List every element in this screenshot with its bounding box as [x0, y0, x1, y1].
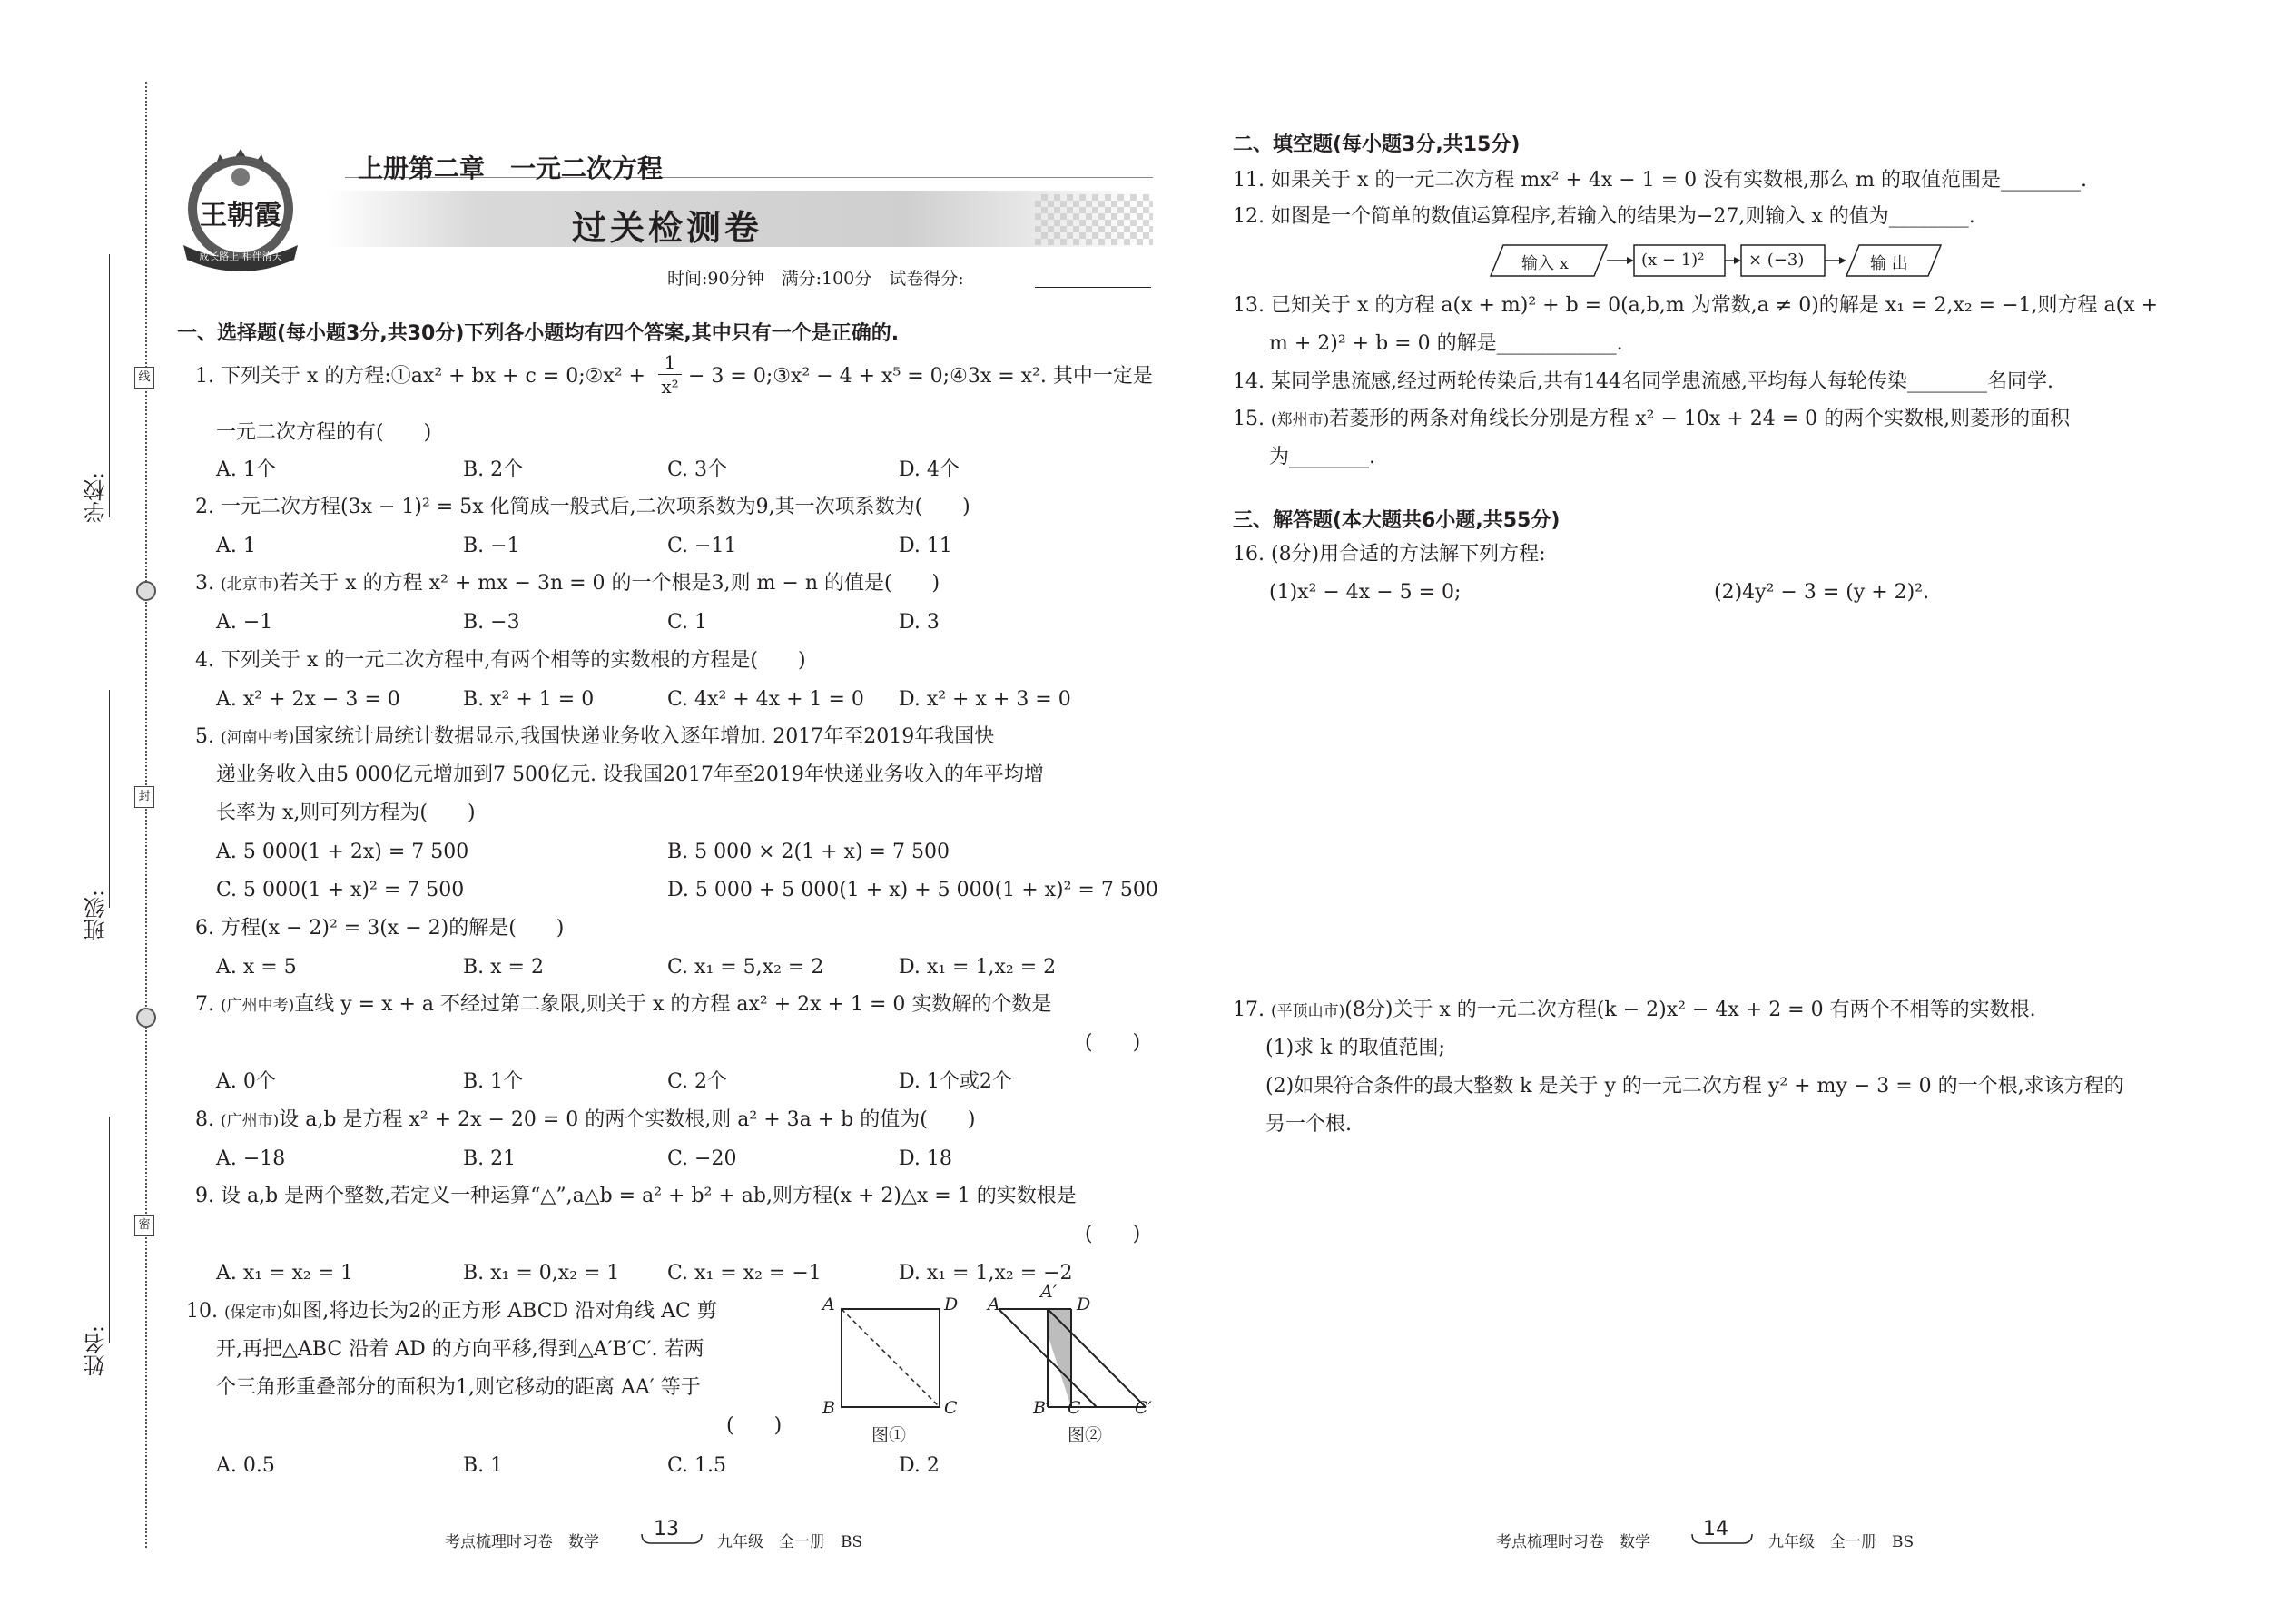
q4-option-c: C. 4x² + 4x + 1 = 0 — [667, 688, 864, 711]
question-13-line-1: 13. 已知关于 x 的方程 a(x + m)² + b = 0(a,b,m 为常数,a ≠ 0)的解是 x₁ = 2,x₂ = −1,则方程 a(x + — [1233, 294, 2159, 317]
header-checker — [1035, 194, 1153, 245]
q10-answer-paren: ( ) — [726, 1414, 783, 1437]
q8-option-a: A. −18 — [216, 1147, 286, 1170]
footer-right-grade: 九年级 全一册 BS — [1768, 1533, 1915, 1551]
figure-2-caption: 图② — [1068, 1425, 1103, 1445]
q6-option-b: B. x = 2 — [463, 956, 544, 979]
fig1-label-d: D — [944, 1294, 959, 1314]
q8-option-b: B. 21 — [463, 1147, 517, 1170]
gutter-mark-seal2: 密 — [134, 1215, 154, 1236]
q10-source: (保定市) — [223, 1304, 283, 1322]
question-9: 9. 设 a,b 是两个整数,若定义一种运算“△”,a△b = a² + b² + ab,则方程(x + 2)△x = 1 的实数根是 — [195, 1185, 1077, 1207]
school-label: 学校: — [84, 472, 109, 524]
question-7: 7. (广州中考)直线 y = x + a 不经过第二象限,则关于 x 的方程 ax² + 2x + 1 = 0 实数解的个数是 — [195, 993, 1052, 1016]
q7-option-b: B. 1个 — [463, 1070, 524, 1093]
question-10-line-1: 10. (保定市)如图,将边长为2的正方形 ABCD 沿对角线 AC 剪 — [186, 1300, 717, 1323]
q2-option-a: A. 1 — [216, 535, 256, 557]
exam-meta: 时间:90分钟 满分:100分 试卷得分: — [667, 269, 964, 289]
question-11: 11. 如果关于 x 的一元二次方程 mx² + 4x − 1 = 0 没有实数根,那么 m 的取值范围是________. — [1233, 169, 2087, 192]
logo-text: 王朝霞 — [200, 200, 281, 231]
flow-square: (x − 1)² — [1641, 251, 1705, 270]
q7-option-a: A. 0个 — [216, 1070, 276, 1093]
q9-option-a: A. x₁ = x₂ = 1 — [216, 1262, 354, 1284]
q3-option-a: A. −1 — [216, 611, 273, 634]
q17-text: (8分)关于 x 的一元二次方程(k − 2)x² − 4x + 2 = 0 有两个不相等的实数根. — [1344, 999, 2036, 1021]
q9-answer-paren: ( ) — [1085, 1223, 1141, 1245]
gutter-dotted-line — [145, 82, 147, 1548]
class-label: 班级: — [84, 890, 109, 941]
logo-banner-text: 成长路上 相伴清天 — [199, 251, 282, 262]
question-17-part-2: (2)如果符合条件的最大整数 k 是关于 y 的一元二次方程 y² + my − 3 = 0 的一个根,求该方程的 — [1265, 1075, 2124, 1097]
fig2-label-a: A — [988, 1294, 1000, 1314]
chapter-title: 上册第二章 一元二次方程 — [358, 153, 664, 183]
gutter-line-bottom — [109, 1117, 110, 1343]
question-16: 16. (8分)用合适的方法解下列方程: — [1233, 543, 1546, 566]
question-17: 17. (平顶山市)(8分)关于 x 的一元二次方程(k − 2)x² − 4x + 2 = 0 有两个不相等的实数根. — [1233, 999, 2036, 1021]
question-5-line-3: 长率为 x,则可列方程为( ) — [216, 802, 476, 824]
brand-logo — [172, 136, 309, 272]
fig2-label-d: D — [1077, 1294, 1091, 1314]
question-14: 14. 某同学患流感,经过两轮传染后,共有144名同学患流感,平均每人每轮传染________名同学. — [1233, 370, 2053, 393]
section-solve-title: 三、解答题(本大题共6小题,共55分) — [1233, 509, 1561, 532]
q5-option-c: C. 5 000(1 + x)² = 7 500 — [216, 879, 465, 901]
footer-right-page-number: 14 — [1703, 1518, 1728, 1540]
q8-option-c: C. −20 — [667, 1147, 737, 1170]
q2-option-b: B. −1 — [463, 535, 520, 557]
question-1-fraction — [658, 350, 682, 399]
q6-option-d: D. x₁ = 1,x₂ = 2 — [899, 956, 1057, 979]
q5-text-a: 国家统计局统计数据显示,我国快递业务收入逐年增加. 2017年至2019年我国快 — [294, 725, 995, 748]
q4-option-d: D. x² + x + 3 = 0 — [899, 688, 1071, 711]
q7-option-d: D. 1个或2个 — [899, 1070, 1012, 1093]
question-10-line-3: 个三角形重叠部分的面积为1,则它移动的距离 AA′ 等于 — [216, 1376, 701, 1399]
question-15-line-2: 为________. — [1269, 446, 1375, 468]
page-number-bracket-icon — [1690, 1532, 1754, 1545]
page-number-bracket-icon — [640, 1532, 704, 1545]
q10-option-d: D. 2 — [899, 1454, 940, 1477]
fig1-label-a: A — [822, 1294, 835, 1314]
q4-option-b: B. x² + 1 = 0 — [463, 688, 595, 711]
question-13-line-2: m + 2)² + b = 0 的解是____________. — [1269, 332, 1623, 355]
question-5-line-1: 5. (河南中考)国家统计局统计数据显示,我国快递业务收入逐年增加. 2017年至2019年我国快 — [195, 725, 995, 748]
q2-option-c: C. −11 — [667, 535, 737, 557]
q17-source: (平顶山市) — [1270, 1002, 1345, 1020]
question-1-part-a: 1. 下列关于 x 的方程:①ax² + bx + c = 0;②x² + — [195, 365, 645, 388]
question-16-part-1: (1)x² − 4x − 5 = 0; — [1269, 581, 1462, 604]
q3-source: (北京市) — [220, 576, 280, 594]
q5-source: (河南中考) — [220, 729, 295, 747]
fig2-label-c: C — [1068, 1398, 1081, 1418]
fig1-label-c: C — [944, 1398, 958, 1418]
figure-1-caption: 图① — [871, 1425, 907, 1445]
question-1-part-b: − 3 = 0;③x² − 4 + x⁵ = 0;④3x = x². 其中一定是 — [688, 365, 1153, 388]
question-1-part-c: 一元二次方程的有( ) — [216, 421, 432, 444]
q1-option-c: C. 3个 — [667, 458, 728, 481]
q8-text: 设 a,b 是方程 x² + 2x − 20 = 0 的两个实数根,则 a² + 3a + b 的值为( ) — [279, 1108, 976, 1131]
name-label: 姓名: — [84, 1325, 109, 1377]
footer-left-grade: 九年级 全一册 BS — [717, 1533, 863, 1551]
q6-option-a: A. x = 5 — [216, 956, 297, 979]
q5-option-b: B. 5 000 × 2(1 + x) = 7 500 — [667, 841, 950, 863]
q5-option-d: D. 5 000 + 5 000(1 + x) + 5 000(1 + x)² = 7 500 — [667, 879, 1158, 901]
fig2-label-c-prime: C′ — [1135, 1398, 1152, 1418]
question-3: 3. (北京市)若关于 x 的方程 x² + mx − 3n = 0 的一个根是3,则 m − n 的值是( ) — [195, 572, 940, 595]
question-5-line-2: 递业务收入由5 000亿元增加到7 500亿元. 设我国2017年至2019年快递业务收入的年平均增 — [216, 763, 1044, 786]
q15-source: (郑州市) — [1270, 411, 1330, 429]
q10-text-a: 如图,将边长为2的正方形 ABCD 沿对角线 AC 剪 — [282, 1300, 717, 1323]
fig1-label-b: B — [822, 1398, 835, 1418]
q9-option-b: B. x₁ = 0,x₂ = 1 — [463, 1262, 620, 1284]
q1-option-b: B. 2个 — [463, 458, 524, 481]
q9-option-d: D. x₁ = 1,x₂ = −2 — [899, 1262, 1073, 1284]
section-fill-title: 二、填空题(每小题3分,共15分) — [1233, 133, 1521, 156]
flow-multiply: × (−3) — [1748, 251, 1805, 270]
gutter-seal-2 — [136, 1008, 156, 1028]
footer-left-book: 考点梳理时习卷 数学 — [445, 1533, 599, 1551]
q10-option-b: B. 1 — [463, 1454, 504, 1477]
question-10-line-2: 开,再把△ABC 沿着 AD 的方向平移,得到△A′B′C′. 若两 — [216, 1338, 704, 1361]
q7-answer-paren: ( ) — [1085, 1031, 1141, 1054]
q1-option-d: D. 4个 — [899, 458, 960, 481]
q5-option-a: A. 5 000(1 + 2x) = 7 500 — [216, 841, 469, 863]
fraction-denominator: x² — [661, 376, 679, 398]
gutter-seal-1 — [136, 581, 156, 601]
fig2-label-a-prime: A′ — [1040, 1282, 1058, 1302]
q4-option-a: A. x² + 2x − 3 = 0 — [216, 688, 400, 711]
figure-1-square — [817, 1298, 962, 1434]
page-title: 过关检测卷 — [572, 208, 763, 248]
score-blank[interactable] — [1035, 287, 1151, 288]
q7-text: 直线 y = x + a 不经过第二象限,则关于 x 的方程 ax² + 2x + 1 = 0 实数解的个数是 — [294, 993, 1052, 1016]
footer-left-page-number: 13 — [654, 1518, 679, 1540]
q6-option-c: C. x₁ = 5,x₂ = 2 — [667, 956, 824, 979]
question-17-part-1: (1)求 k 的取值范围; — [1265, 1037, 1445, 1059]
q1-option-a: A. 1个 — [216, 458, 276, 481]
q7-source: (广州中考) — [220, 997, 295, 1015]
question-6: 6. 方程(x − 2)² = 3(x − 2)的解是( ) — [195, 917, 565, 940]
fig2-label-b-prime: B′ — [1033, 1398, 1050, 1418]
q8-source: (广州市) — [220, 1112, 280, 1130]
q7-option-c: C. 2个 — [667, 1070, 728, 1093]
q3-option-b: B. −3 — [463, 611, 520, 634]
q10-option-a: A. 0.5 — [216, 1454, 275, 1477]
q10-option-c: C. 1.5 — [667, 1454, 727, 1477]
q9-option-c: C. x₁ = x₂ = −1 — [667, 1262, 822, 1284]
question-12: 12. 如图是一个简单的数值运算程序,若输入的结果为−27,则输入 x 的值为________. — [1233, 205, 1975, 228]
question-17-part-3: 另一个根. — [1265, 1113, 1352, 1136]
question-15-line-1: 15. (郑州市)若菱形的两条对角线长分别是方程 x² − 10x + 24 = 0 的两个实数根,则菱形的面积 — [1233, 408, 2071, 430]
gutter-mark-line: 线 — [134, 367, 154, 389]
question-16-part-2: (2)4y² − 3 = (y + 2)². — [1714, 581, 1930, 604]
flow-input: 输入 x — [1521, 254, 1569, 273]
q3-option-c: C. 1 — [667, 611, 708, 634]
gutter-line-middle — [109, 690, 110, 908]
section-choice-title: 一、选择题(每小题3分,共30分)下列各小题均有四个答案,其中只有一个是正确的. — [177, 322, 900, 345]
q15-text-a: 若菱形的两条对角线长分别是方程 x² − 10x + 24 = 0 的两个实数根,则菱形的面积 — [1329, 408, 2071, 430]
q3-option-d: D. 3 — [899, 611, 940, 634]
gutter-mark-seal: 封 — [134, 786, 154, 808]
q3-text: 若关于 x 的方程 x² + mx − 3n = 0 的一个根是3,则 m − n 的值是( ) — [279, 572, 940, 595]
flow-output: 输 出 — [1870, 254, 1908, 273]
question-8: 8. (广州市)设 a,b 是方程 x² + 2x − 20 = 0 的两个实数根,则 a² + 3a + b 的值为( ) — [195, 1108, 976, 1131]
q2-option-d: D. 11 — [899, 535, 952, 557]
question-2: 2. 一元二次方程(3x − 1)² = 5x 化简成一般式后,二次项系数为9,其一次项系数为( ) — [195, 496, 970, 518]
footer-right-book: 考点梳理时习卷 数学 — [1496, 1533, 1650, 1551]
question-4: 4. 下列关于 x 的一元二次方程中,有两个相等的实数根的方程是( ) — [195, 649, 806, 672]
fraction-numerator: 1 — [658, 350, 682, 375]
q8-option-d: D. 18 — [899, 1147, 952, 1170]
